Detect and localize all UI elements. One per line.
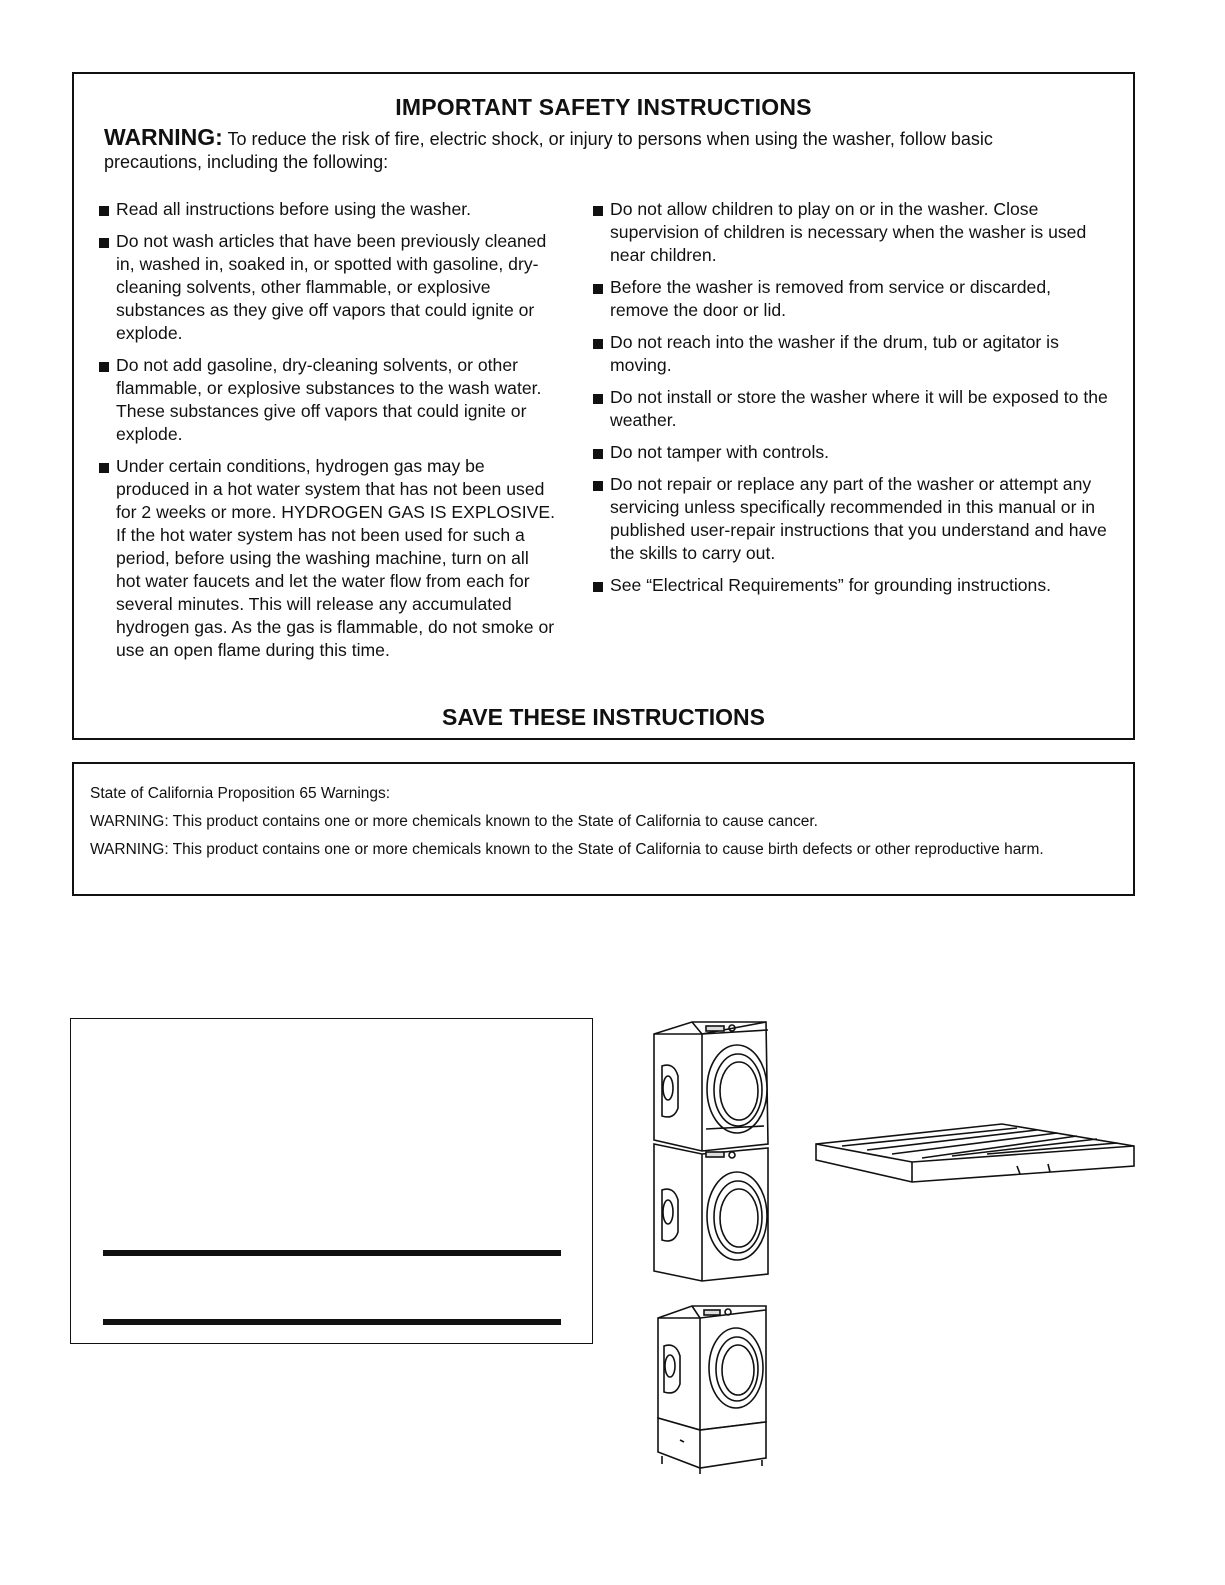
list-item: Do not wash articles that have been previously cleaned in, washed in, soaked in, or spotted with gasoline, dry-cleaning solvents, other flammable, or explosive substances as they give off vapors that could ignite or explode. [98,230,558,345]
bullet-square-icon [593,582,603,592]
right-column [592,198,1112,606]
warning-label: WARNING: [104,124,223,150]
safety-instructions-box [72,72,1135,740]
stacking-shelf-icon [812,1118,1138,1184]
list-item: Do not tamper with controls. [592,441,1112,464]
list-item: Do not add gasoline, dry-cleaning solvents, or other flammable, or explosive substances to the wash water. These substances give off vapors that could ignite or explode. [98,354,558,446]
bullet-square-icon [99,362,109,372]
save-instructions-title: SAVE THESE INSTRUCTIONS [442,704,765,730]
prop65-box [72,762,1135,896]
washer-on-pedestal-icon [652,1302,772,1474]
list-item: Before the washer is removed from service or discarded, remove the door or lid. [592,276,1112,322]
bullet-square-icon [593,339,603,349]
prop65-birth-warning: WARNING: This product contains one or more chemicals known to the State of California to cause birth defects or other reproductive harm. [90,841,1044,858]
bullet-square-icon [593,284,603,294]
bullet-square-icon [593,449,603,459]
warning-intro [104,126,1093,174]
divider-rule [103,1319,561,1325]
list-item: Read all instructions before using the washer. [98,198,558,221]
list-item: See “Electrical Requirements” for grounding instructions. [592,574,1112,597]
prop65-cancer-warning: WARNING: This product contains one or more chemicals known to the State of California to cause cancer. [90,813,818,830]
list-item: Do not allow children to play on or in the washer. Close supervision of children is necessary when the washer is used near children. [592,198,1112,267]
bullet-square-icon [593,206,603,216]
divider-rule [103,1250,561,1256]
stacked-washer-dryer-icon [644,1016,774,1286]
warning-text: To reduce the risk of fire, electric shock, or injury to persons when using the washer, follow basic precautions, including the following: [104,129,993,172]
bullet-square-icon [99,463,109,473]
bullet-square-icon [593,394,603,404]
bullet-square-icon [99,238,109,248]
list-item: Under certain conditions, hydrogen gas may be produced in a hot water system that has not been used for 2 weeks or more. HYDROGEN GAS IS EXPLOSIVE. If the hot water system has not been used for such a period, before using the washing machine, turn on all hot water faucets and let the water flow from each for several minutes. This will release any accumulated hydrogen gas. As the gas is flammable, do not smoke or use an open flame during this time. [98,455,558,662]
bullet-square-icon [99,206,109,216]
list-item: Do not repair or replace any part of the washer or attempt any servicing unless specifically recommended in this manual or in published user-repair instructions that you understand and have the skills to carry out. [592,473,1112,565]
list-item: Do not install or store the washer where it will be exposed to the weather. [592,386,1112,432]
prop65-heading: State of California Proposition 65 Warnings: [90,785,391,802]
blank-info-box [70,1018,593,1344]
bullet-square-icon [593,481,603,491]
safety-title: IMPORTANT SAFETY INSTRUCTIONS [395,94,812,120]
list-item: Do not reach into the washer if the drum, tub or agitator is moving. [592,331,1112,377]
left-column [98,198,558,671]
